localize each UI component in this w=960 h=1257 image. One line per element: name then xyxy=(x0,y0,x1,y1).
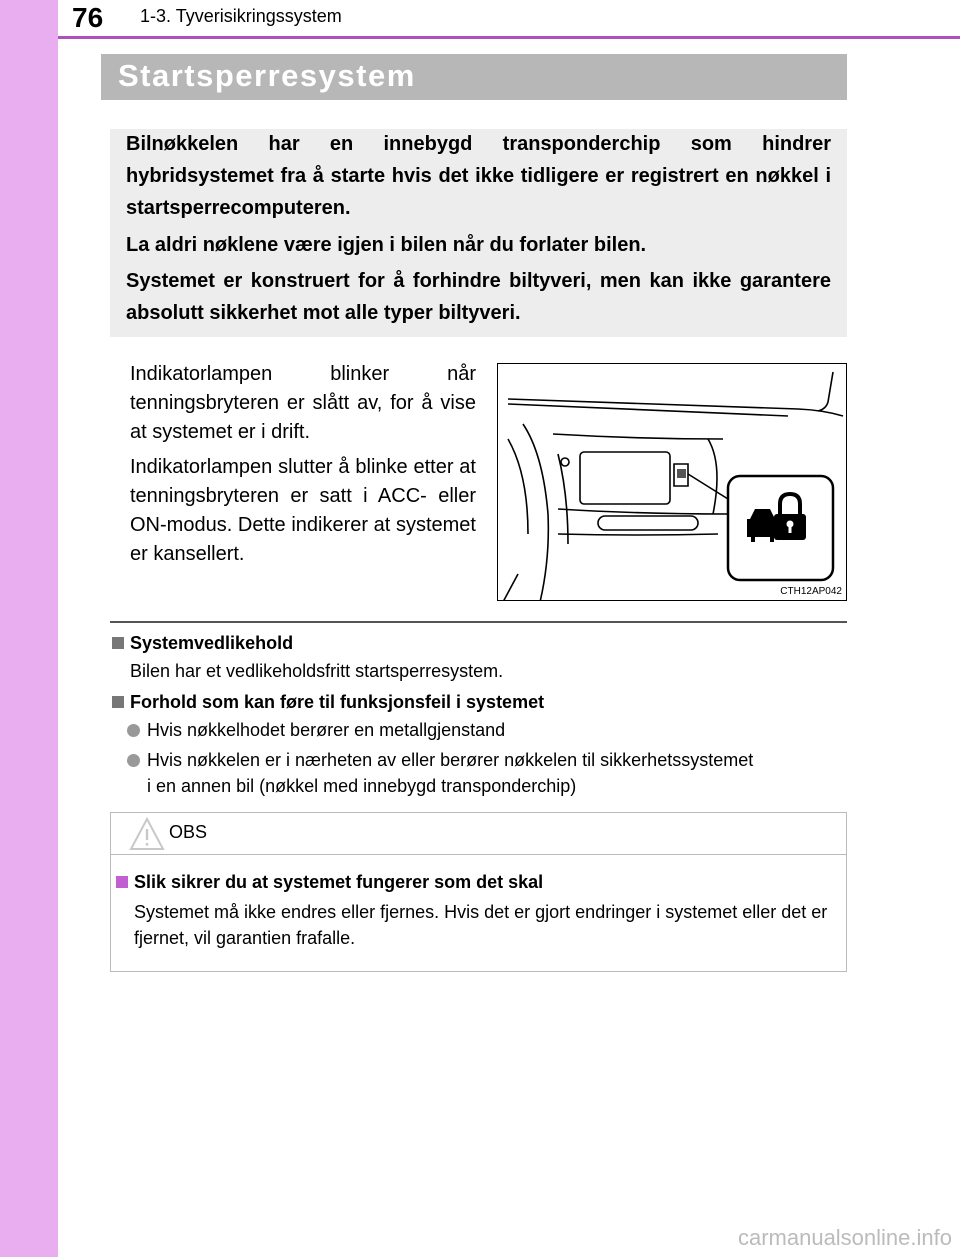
notice-heading xyxy=(116,872,543,893)
section-divider xyxy=(110,621,847,623)
maintenance-heading xyxy=(112,633,293,654)
car-lock-indicator-icon xyxy=(747,494,806,542)
list-item xyxy=(127,720,847,741)
intro-paragraph: La aldri nøklene være igjen i bilen når du forlater bilen. xyxy=(126,234,647,256)
warning-triangle-icon xyxy=(128,816,166,852)
square-bullet-icon xyxy=(112,696,124,708)
list-item xyxy=(127,750,847,771)
page-title: Startsperresystem xyxy=(118,58,416,93)
malfunction-heading-text: Forhold som kan føre til funksjonsfeil i systemet xyxy=(130,692,545,712)
figure-code: CTH12AP042 xyxy=(780,586,842,597)
dashboard-drawing xyxy=(498,364,847,601)
list-item-continuation: i en annen bil (nøkkel med innebygd transponderchip) xyxy=(147,776,577,796)
dashboard-illustration xyxy=(497,363,847,601)
body-paragraph: Indikatorlampen blinker når tenningsbryteren er slått av, for å vise at systemet er i drift. xyxy=(130,363,476,443)
page-number: 76 xyxy=(72,2,104,33)
intro-paragraph: Bilnøkkelen har en innebygd transponderchip som hindrer hybridsystemet fra å starte hvis det ikke tidligere er registrert en nøkkel i startsperrecomputeren. xyxy=(126,133,831,219)
square-bullet-icon xyxy=(112,637,124,649)
list-item-text: Hvis nøkkelhodet berører en metallgjenstand xyxy=(147,720,506,740)
notice-divider xyxy=(110,854,847,855)
body-paragraph: Indikatorlampen slutter å blinke etter at tenningsbryteren er satt i ACC- eller ON-modus. Dette indikerer at systemet er kansellert. xyxy=(130,456,476,565)
header-divider xyxy=(58,36,960,39)
side-margin-bar xyxy=(0,0,58,1257)
notice-text: Systemet må ikke endres eller fjernes. Hvis det er gjort endringer i systemet eller det er fjernet, vil garantien frafalle. xyxy=(134,902,828,948)
intro-paragraph: Systemet er konstruert for å forhindre biltyveri, men kan ikke garantere absolutt sikkerhet mot alle typer biltyveri. xyxy=(126,270,831,324)
circle-bullet-icon xyxy=(127,724,140,737)
square-bullet-icon xyxy=(116,876,128,888)
indicator-lamp xyxy=(677,469,686,478)
list-item-text: Hvis nøkkelen er i nærheten av eller berører nøkkelen til sikkerhetssystemet xyxy=(147,750,754,770)
notice-label: OBS xyxy=(169,822,208,842)
running-header: 1-3. Tyverisikringssystem xyxy=(140,6,342,26)
notice-heading-text: Slik sikrer du at systemet fungerer som det skal xyxy=(134,872,544,892)
maintenance-heading-text: Systemvedlikehold xyxy=(130,633,294,653)
maintenance-text: Bilen har et vedlikeholdsfritt startsperresystem. xyxy=(130,661,504,681)
watermark: carmanualsonline.info xyxy=(737,1225,952,1250)
circle-bullet-icon xyxy=(127,754,140,767)
malfunction-heading xyxy=(112,692,544,713)
